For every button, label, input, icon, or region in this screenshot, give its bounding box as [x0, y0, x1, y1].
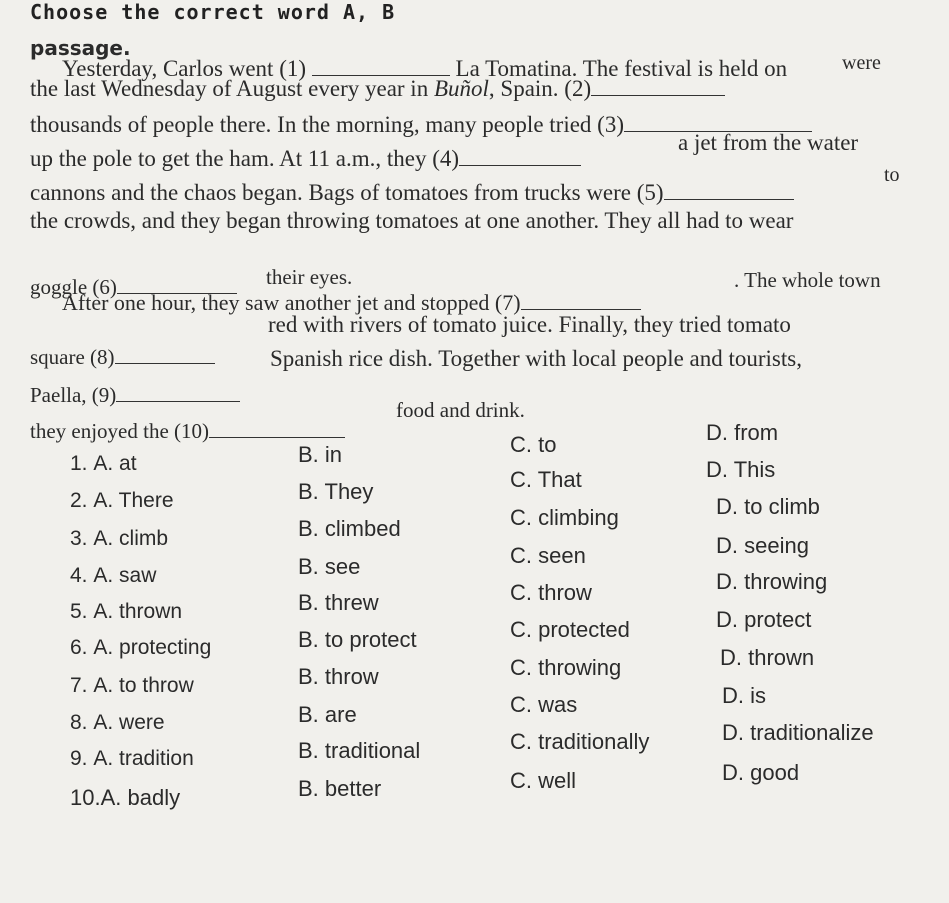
q3-option-a[interactable]: 3. A. climb — [70, 527, 169, 550]
q2-option-a[interactable]: 2. A. There — [70, 489, 174, 512]
passage-text-paella: Spanish rice dish. Together with local people and tourists, — [270, 346, 802, 371]
q8-option-b[interactable]: B. are — [298, 702, 357, 727]
passage-line-6: the crowds, and they began throwing tomatoes at one another. They all had to wear — [30, 208, 794, 233]
passage-text-food: food and drink. — [396, 398, 525, 422]
q6-option-b[interactable]: B. to protect — [298, 627, 417, 652]
passage-text: Yesterday, Carlos went (1) — [62, 56, 307, 81]
q4-option-b[interactable]: B. see — [298, 554, 361, 579]
q3-option-c[interactable]: C. climbing — [510, 505, 619, 530]
q1-option-d[interactable]: D. from — [706, 420, 779, 445]
passage-text: goggle (6) — [30, 275, 117, 299]
q5-option-d[interactable]: D. throwing — [716, 569, 828, 594]
q5-option-b[interactable]: B. threw — [298, 590, 379, 615]
answer-blank-9[interactable] — [116, 383, 240, 402]
passage-text-eyes: their eyes. — [266, 265, 353, 289]
q9-option-b[interactable]: B. traditional — [298, 738, 421, 763]
passage-line-4 — [30, 146, 581, 172]
passage-text: , Spain. (2) — [488, 76, 592, 101]
q9-option-c[interactable]: C. traditionally — [510, 729, 650, 754]
q8-option-a[interactable]: 8. A. were — [70, 711, 165, 734]
q4-option-a[interactable]: 4. A. saw — [70, 564, 157, 587]
answer-blank-4[interactable] — [459, 147, 581, 166]
answer-blank-10[interactable] — [209, 419, 345, 438]
passage-label: passage. — [30, 36, 131, 60]
answer-blank-7[interactable] — [521, 291, 641, 310]
passage-line-9 — [30, 345, 215, 370]
passage-line-2 — [30, 76, 725, 102]
q1-option-c[interactable]: C. to — [510, 432, 557, 457]
q3-option-d[interactable]: D. to climb — [716, 494, 820, 519]
q4-option-c[interactable]: C. seen — [510, 543, 586, 568]
q6-option-c[interactable]: C. protected — [510, 617, 630, 642]
passage-text-were: were — [842, 52, 881, 74]
passage-text: Paella, (9) — [30, 383, 117, 407]
q10-option-c[interactable]: C. well — [510, 768, 577, 793]
q2-option-b[interactable]: B. They — [298, 479, 374, 504]
q1-option-a[interactable]: 1. A. at — [70, 452, 137, 475]
q1-option-b[interactable]: B. in — [298, 442, 343, 467]
q10-option-d[interactable]: D. good — [722, 760, 800, 785]
q5-option-c[interactable]: C. throw — [510, 580, 592, 605]
q6-option-a[interactable]: 6. A. protecting — [70, 636, 212, 659]
q7-option-c[interactable]: C. throwing — [510, 655, 622, 680]
passage-text: La Tomatina. The festival is held on — [455, 56, 788, 81]
answer-blank-2[interactable] — [591, 77, 725, 96]
q2-option-c[interactable]: C. That — [510, 467, 582, 492]
passage-text-town: . The whole town — [734, 268, 881, 292]
answer-blank-5[interactable] — [664, 181, 794, 200]
q4-option-d[interactable]: D. seeing — [716, 533, 809, 558]
passage-text: square (8) — [30, 345, 115, 369]
q9-option-d[interactable]: D. traditionalize — [722, 720, 874, 745]
passage-text-to: to — [884, 164, 900, 186]
q6-option-d[interactable]: D. protect — [716, 607, 812, 632]
instruction-heading: Choose the correct word A, B — [30, 0, 396, 24]
answer-blank-8[interactable] — [115, 345, 215, 364]
passage-text: cannons and the chaos began. Bags of tomatoes from trucks were (5) — [30, 180, 664, 205]
q8-option-d[interactable]: D. is — [722, 683, 766, 708]
answer-blank-1[interactable] — [312, 57, 450, 76]
q9-option-a[interactable]: 9. A. tradition — [70, 747, 194, 770]
passage-text-red: red with rivers of tomato juice. Finally, they tried tomato — [268, 312, 791, 337]
town-name: Buñol — [433, 76, 489, 101]
q7-option-a[interactable]: 7. A. to throw — [70, 674, 194, 697]
passage-text: thousands of people there. In the morning, many people tried (3) — [30, 112, 625, 137]
q10-option-b[interactable]: B. better — [298, 776, 382, 801]
passage-line-5 — [30, 180, 794, 206]
passage-text: up the pole to get the ham. At 11 a.m., they (4) — [30, 146, 460, 171]
passage-text: they enjoyed the (10) — [30, 419, 210, 443]
q7-option-b[interactable]: B. throw — [298, 664, 379, 689]
q10-option-a[interactable]: 10.A. badly — [70, 785, 181, 810]
passage-text: the last Wednesday of August every year in — [30, 76, 434, 101]
q3-option-b[interactable]: B. climbed — [298, 516, 401, 541]
q5-option-a[interactable]: 5. A. thrown — [70, 600, 183, 623]
q2-option-d[interactable]: D. This — [706, 457, 776, 482]
passage-line-10 — [30, 383, 240, 408]
q8-option-c[interactable]: C. was — [510, 692, 578, 717]
passage-line-11 — [30, 419, 345, 444]
passage-text-jet: a jet from the water — [678, 130, 859, 155]
passage-text: After one hour, they saw another jet and stopped (7) — [62, 290, 521, 315]
q7-option-d[interactable]: D. thrown — [720, 645, 815, 670]
